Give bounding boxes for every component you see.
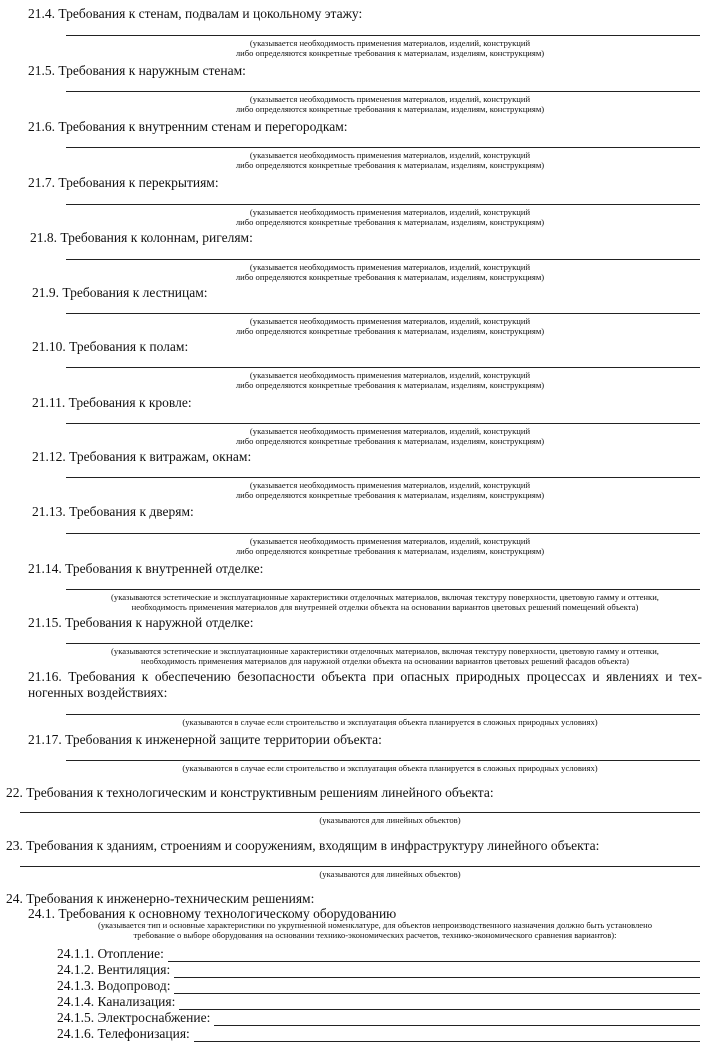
note-21-4-a: (указывается необходимость применения материалов, изделий, конструкций: [249, 38, 531, 48]
note-21-6-b: либо определяются конкретные требования к материалам, изделиям, конструкциям): [235, 160, 545, 170]
field-telephony: [57, 1026, 700, 1042]
heading-24: 24. Требования к инженерно-техническим решениям:: [6, 891, 315, 906]
note-21-7-b: либо определяются конкретные требования к материалам, изделиям, конструкциям): [235, 217, 545, 227]
note-21-11-b: либо определяются конкретные требования к материалам, изделиям, конструкциям): [235, 436, 545, 446]
note-21-17: (указываются в случае если строительство и эксплуатация объекта планируется в сложных природных условиях): [182, 763, 598, 773]
note-24-1-b: требование о выборе оборудования на основании технико-экономических расчетов, технико-экономического сравнения вариантов):: [133, 930, 617, 940]
note-21-7-a: (указывается необходимость применения материалов, изделий, конструкций: [249, 207, 531, 217]
field-sewerage-label: 24.1.4. Канализация:: [57, 994, 176, 1009]
heading-21-14: 21.14. Требования к внутренней отделке:: [28, 561, 264, 576]
heading-21-6: 21.6. Требования к внутренним стенам и перегородкам:: [28, 119, 348, 134]
fill-line-22[interactable]: [20, 812, 700, 813]
fill-line-21-8[interactable]: [66, 259, 700, 260]
heading-21-4: 21.4. Требования к стенам, подвалам и цокольному этажу:: [28, 6, 363, 21]
heading-21-15: 21.15. Требования к наружной отделке:: [28, 615, 254, 630]
heading-21-8: 21.8. Требования к колоннам, ригелям:: [30, 230, 253, 245]
note-21-8-b: либо определяются конкретные требования к материалам, изделиям, конструкциям): [235, 272, 545, 282]
note-21-10-b: либо определяются конкретные требования к материалам, изделиям, конструкциям): [235, 380, 545, 390]
field-ventilation: [57, 962, 700, 978]
heading-21-16: 21.16. Требования к обеспечению безопасности объекта при опасных природных процессах и явлениях и тех-ногенных воздействиях:: [28, 669, 702, 700]
fill-line-21-15[interactable]: [66, 643, 700, 644]
field-telephony-line[interactable]: [194, 1029, 700, 1042]
note-21-6-a: (указывается необходимость применения материалов, изделий, конструкций: [249, 150, 531, 160]
fill-line-21-13[interactable]: [66, 533, 700, 534]
field-heating-label: 24.1.1. Отопление:: [57, 946, 164, 961]
fill-line-21-5[interactable]: [66, 91, 700, 92]
field-sewerage-line[interactable]: [179, 997, 700, 1010]
field-ventilation-label: 24.1.2. Вентиляция:: [57, 962, 171, 977]
note-21-16: (указываются в случае если строительство и эксплуатация объекта планируется в сложных природных условиях): [182, 717, 598, 727]
note-21-14-b: необходимость применения материалов для внутренней отделки объекта на основании вариантов цветовых решений помещений объекта): [131, 602, 639, 612]
fill-line-21-12[interactable]: [66, 477, 700, 478]
field-heating: [57, 946, 700, 962]
note-21-9-b: либо определяются конкретные требования к материалам, изделиям, конструкциям): [235, 326, 545, 336]
heading-21-5: 21.5. Требования к наружным стенам:: [28, 63, 246, 78]
note-21-13-b: либо определяются конкретные требования к материалам, изделиям, конструкциям): [235, 546, 545, 556]
field-water-supply: [57, 978, 700, 994]
note-21-11-a: (указывается необходимость применения материалов, изделий, конструкций: [249, 426, 531, 436]
field-heating-line[interactable]: [168, 949, 700, 962]
field-telephony-label: 24.1.6. Телефонизация:: [57, 1026, 190, 1041]
fill-line-21-14[interactable]: [66, 589, 700, 590]
note-23: (указываются для линейных объектов): [319, 869, 461, 879]
heading-24-1: 24.1. Требования к основному технологическому оборудованию: [28, 906, 397, 921]
heading-22: 22. Требования к технологическим и конструктивным решениям линейного объекта:: [6, 785, 494, 800]
field-water-supply-line[interactable]: [174, 981, 700, 994]
fill-line-21-6[interactable]: [66, 147, 700, 148]
fill-line-21-4[interactable]: [66, 35, 700, 36]
heading-21-12: 21.12. Требования к витражам, окнам:: [32, 449, 252, 464]
note-21-13-a: (указывается необходимость применения материалов, изделий, конструкций: [249, 536, 531, 546]
field-power-supply-label: 24.1.5. Электроснабжение:: [57, 1010, 211, 1025]
field-power-supply-line[interactable]: [214, 1013, 700, 1026]
fill-line-23[interactable]: [20, 866, 700, 867]
note-21-10-a: (указывается необходимость применения материалов, изделий, конструкций: [249, 370, 531, 380]
fill-line-21-7[interactable]: [66, 204, 700, 205]
fill-line-21-17[interactable]: [66, 760, 700, 761]
heading-21-17: 21.17. Требования к инженерной защите территории объекта:: [28, 732, 382, 747]
fill-line-21-10[interactable]: [66, 367, 700, 368]
fill-line-21-9[interactable]: [66, 313, 700, 314]
field-power-supply: [57, 1010, 700, 1026]
field-sewerage: [57, 994, 700, 1010]
heading-21-9: 21.9. Требования к лестницам:: [32, 285, 208, 300]
note-22: (указываются для линейных объектов): [319, 815, 461, 825]
field-water-supply-label: 24.1.3. Водопровод:: [57, 978, 171, 993]
note-21-12-a: (указывается необходимость применения материалов, изделий, конструкций: [249, 480, 531, 490]
field-ventilation-line[interactable]: [174, 965, 700, 978]
heading-23: 23. Требования к зданиям, строениям и сооружениям, входящим в инфраструктуру линейного объекта:: [6, 838, 600, 853]
note-21-14-a: (указываются эстетические и эксплуатационные характеристики отделочных материалов, включая текстуру поверхности, цветовую гамму и оттенки,: [111, 592, 659, 602]
note-21-8-a: (указывается необходимость применения материалов, изделий, конструкций: [249, 262, 531, 272]
heading-21-13: 21.13. Требования к дверям:: [32, 504, 194, 519]
note-21-5-a: (указывается необходимость применения материалов, изделий, конструкций: [249, 94, 531, 104]
note-21-15-a: (указываются эстетические и эксплуатационные характеристики отделочных материалов, включая текстуру поверхности, цветовую гамму и оттенки,: [111, 646, 659, 656]
fill-line-21-16[interactable]: [66, 714, 700, 715]
note-21-12-b: либо определяются конкретные требования к материалам, изделиям, конструкциям): [235, 490, 545, 500]
note-21-9-a: (указывается необходимость применения материалов, изделий, конструкций: [249, 316, 531, 326]
note-21-4-b: либо определяются конкретные требования к материалам, изделиям, конструкциям): [235, 48, 545, 58]
fill-line-21-11[interactable]: [66, 423, 700, 424]
note-21-5-b: либо определяются конкретные требования к материалам, изделиям, конструкциям): [235, 104, 545, 114]
heading-21-7: 21.7. Требования к перекрытиям:: [28, 175, 219, 190]
note-24-1-a: (указывается тип и основные характеристики по укрупненной номенклатуре, для объектов непроизводственного назначения должно быть установлено: [97, 920, 653, 930]
heading-21-11: 21.11. Требования к кровле:: [32, 395, 192, 410]
note-21-15-b: необходимость применения материалов для наружной отделки объекта на основании вариантов цветовых решений фасадов объекта): [141, 656, 629, 666]
heading-21-10: 21.10. Требования к полам:: [32, 339, 189, 354]
